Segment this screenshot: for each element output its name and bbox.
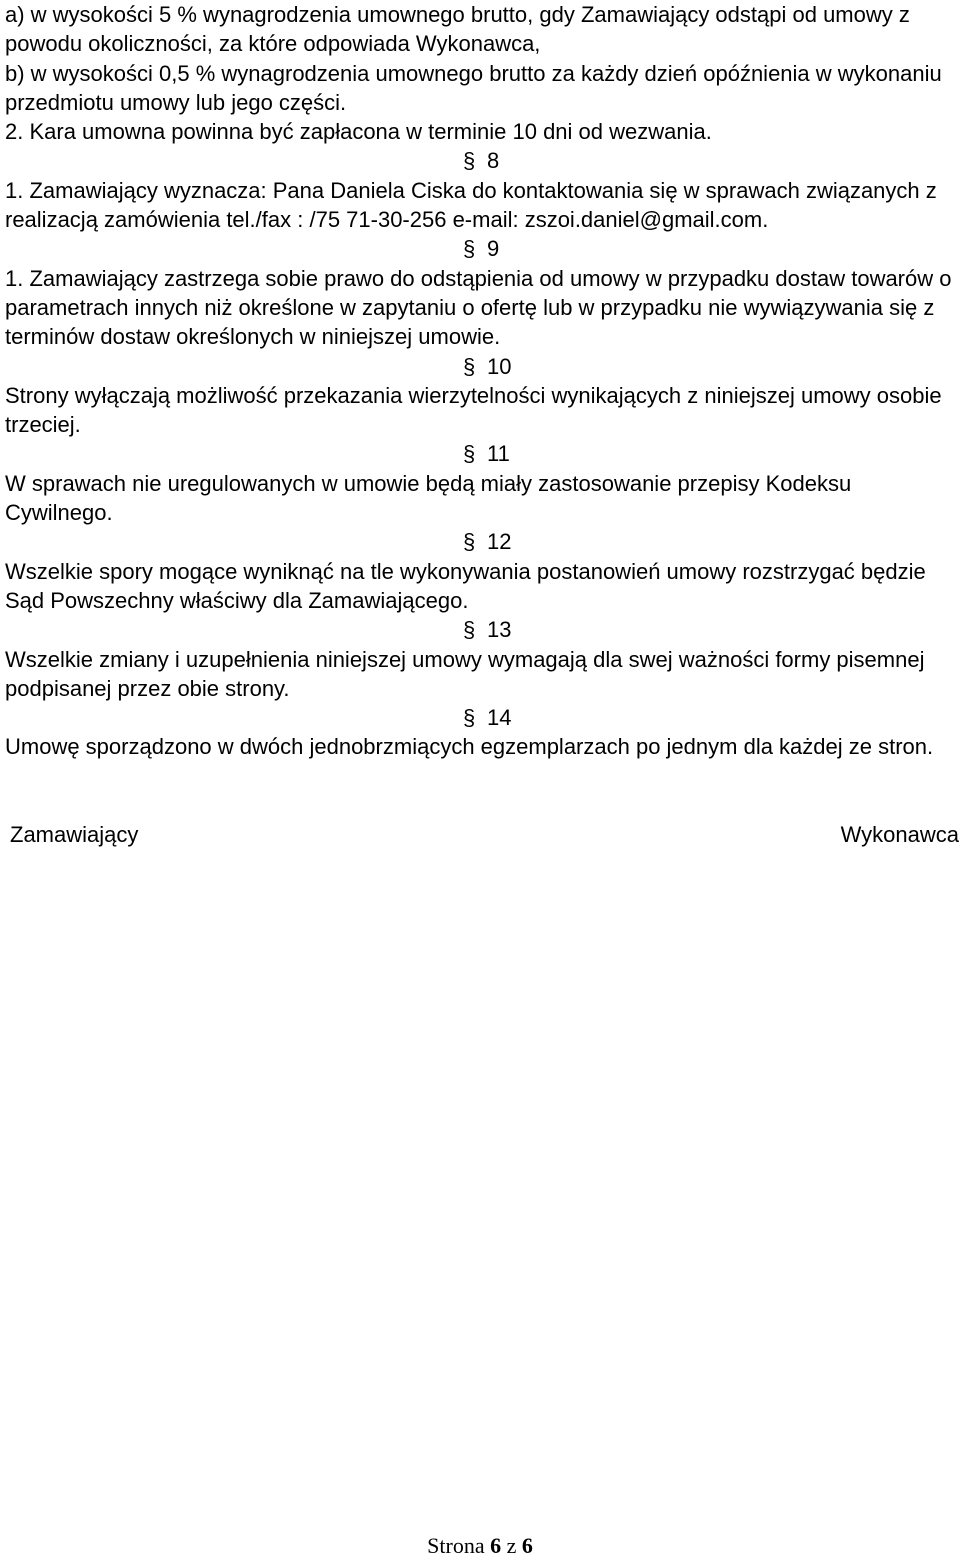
- footer-separator: z: [506, 1533, 517, 1558]
- paragraph-mark: §: [463, 353, 476, 379]
- paragraph-mark: §: [463, 441, 476, 467]
- section-8-text: 1. Zamawiający wyznacza: Pana Daniela Ciska do kontaktowania się w sprawach związanych z realizacją zamówienia tel./fax : /75 71-30-256 e-mail: zszoi.daniel@gmail.com.: [5, 177, 937, 233]
- section-10-text: Strony wyłączają możliwość przekazania wierzytelności wynikających z niniejszej umowy osobie trzeciej.: [5, 382, 942, 438]
- section-number: 8: [487, 148, 500, 174]
- section-number: 14: [487, 705, 512, 731]
- section-heading-11: [5, 439, 955, 468]
- paragraph-mark: §: [463, 148, 476, 174]
- section-heading-10: [5, 352, 955, 381]
- section-heading-13: [5, 615, 955, 644]
- section-heading-14: [5, 703, 955, 732]
- paragraph-mark: §: [463, 617, 476, 643]
- section-number: 9: [487, 236, 500, 262]
- signature-block: [5, 820, 959, 849]
- section-number: 12: [487, 529, 512, 555]
- section-number: 11: [487, 441, 510, 467]
- section-heading-9: [5, 234, 955, 263]
- paragraph-mark: §: [463, 236, 476, 262]
- section-heading-12: [5, 527, 955, 556]
- footer-page-number: 6: [490, 1533, 502, 1558]
- contract-document: [5, 0, 959, 849]
- signature-ordering-party: Zamawiający: [10, 821, 139, 847]
- intro-item-b: b) w wysokości 0,5 % wynagrodzenia umownego brutto za każdy dzień opóźnienia w wykonaniu przedmiotu umowy lub jego części.: [5, 60, 942, 115]
- section-14-text: Umowę sporządzono w dwóch jednobrzmiących egzemplarzach po jednym dla każdej ze stron.: [5, 734, 934, 760]
- intro-item-a: a) w wysokości 5 % wynagrodzenia umownego brutto, gdy Zamawiający odstąpi od umowy z powodu okoliczności, za które odpowiada Wykonawca,: [5, 2, 910, 57]
- section-heading-8: [5, 146, 955, 175]
- section-11-text: W sprawach nie uregulowanych w umowie będą miały zastosowanie przepisy Kodeksu Cywilnego.: [5, 470, 852, 526]
- section-12-text: Wszelkie spory mogące wyniknąć na tle wykonywania postanowień umowy rozstrzygać będzie Sąd Powszechny właściwy dla Zamawiającego.: [5, 558, 926, 613]
- paragraph-mark: §: [463, 529, 476, 555]
- signature-spacer: [5, 762, 955, 820]
- section-9-text: 1. Zamawiający zastrzega sobie prawo do odstąpienia od umowy w przypadku dostaw towarów o parametrach innych niż określone w zapytaniu o ofertę lub w przypadku nie wywiązywania się z terminów dostaw określonych w niniejszej umowie.: [5, 265, 952, 350]
- page-footer: [0, 1533, 960, 1559]
- section-number: 10: [487, 353, 512, 379]
- footer-prefix: Strona: [427, 1533, 485, 1558]
- section-13-text: Wszelkie zmiany i uzupełnienia niniejszej umowy wymagają dla swej ważności formy pisemnej podpisanej przez obie strony.: [5, 646, 925, 701]
- intro-item-2: 2. Kara umowna powinna być zapłacona w terminie 10 dni od wezwania.: [5, 119, 712, 145]
- paragraph-mark: §: [463, 705, 476, 731]
- footer-total-pages: 6: [521, 1533, 533, 1558]
- section-number: 13: [487, 617, 512, 643]
- signature-contractor: Wykonawca: [840, 821, 959, 847]
